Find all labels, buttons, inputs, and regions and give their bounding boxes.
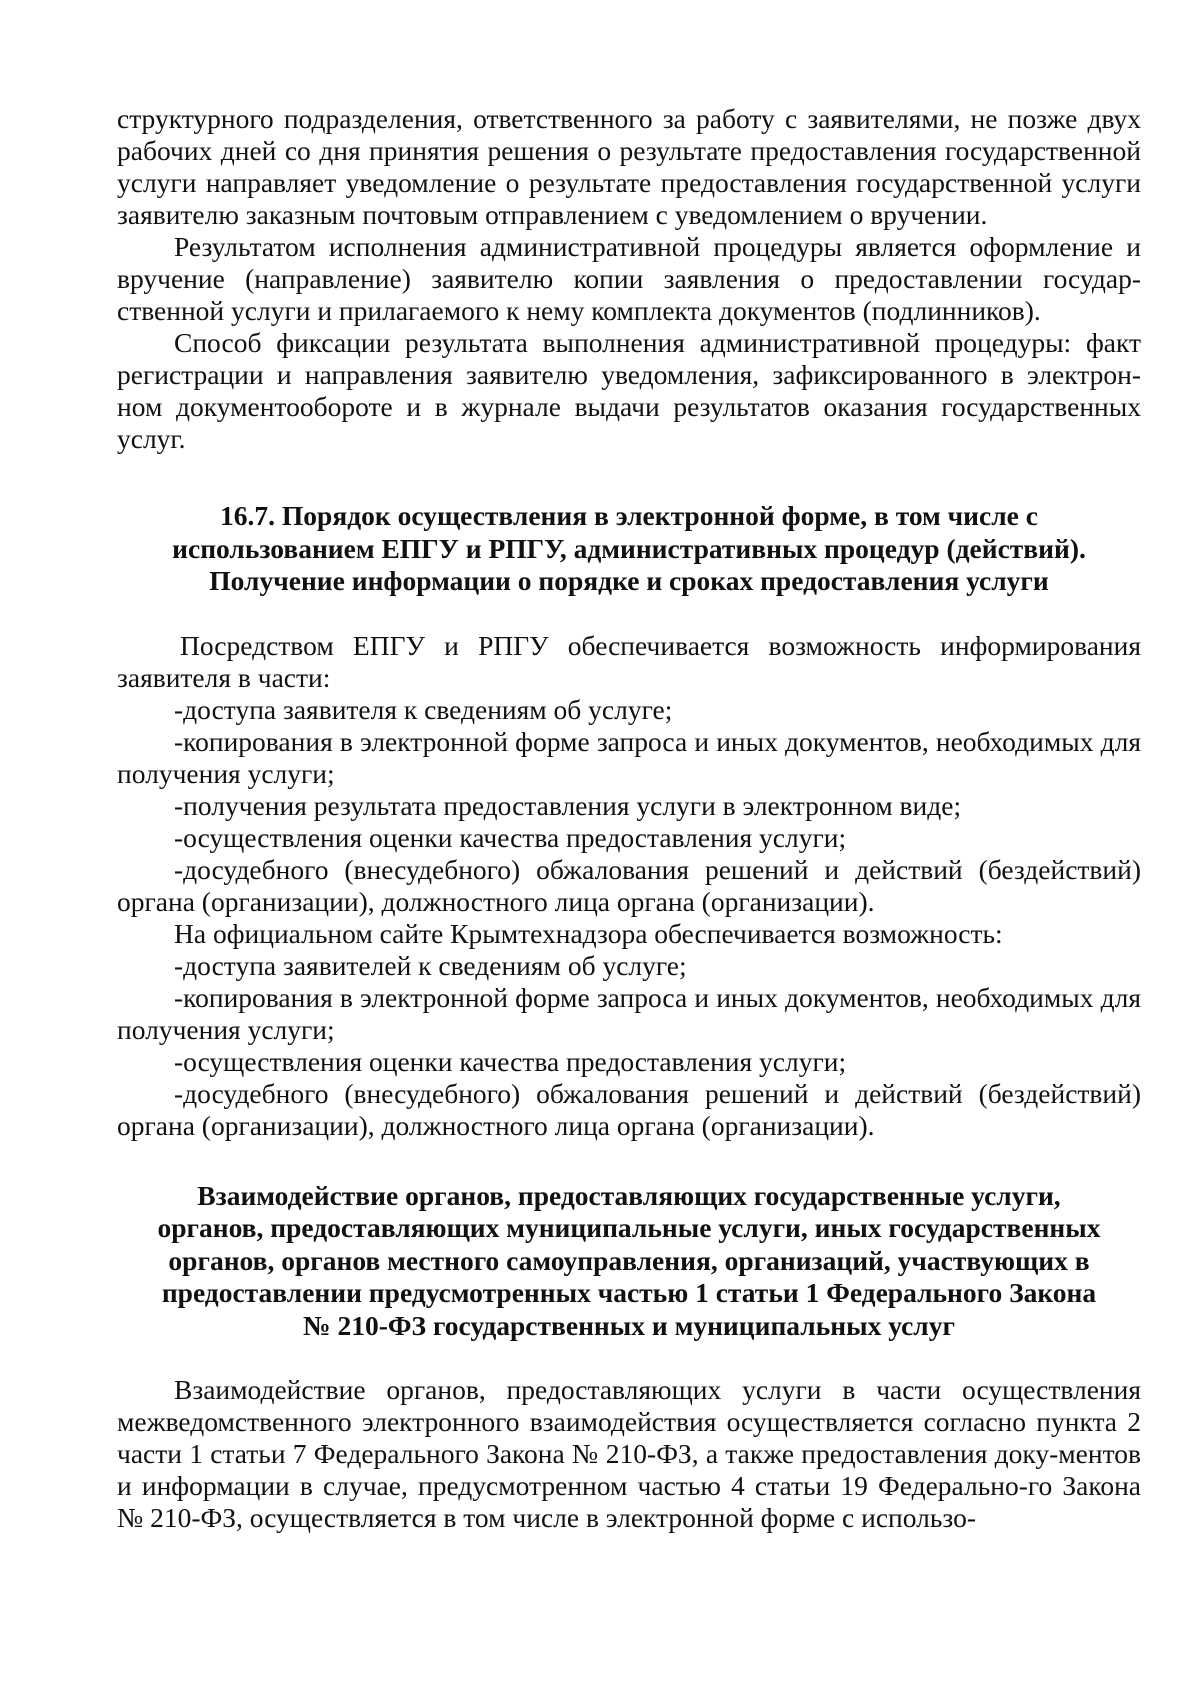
list-item: -досудебного (внесудебного) обжалования решений и действий (бездействий) органа (организации), должностного лица органа (организации). bbox=[117, 1077, 1141, 1141]
paragraph-epgu-intro: Посредством ЕПГУ и РПГУ обеспечивается возможность информирования заявителя в части: bbox=[117, 629, 1141, 693]
document-page bbox=[117, 103, 1141, 1534]
heading-line: 16.7. Порядок осуществления в электронной форме, в том числе с bbox=[220, 500, 1038, 531]
heading-line: органов, предоставляющих муниципальные услуги, иных государственных bbox=[157, 1212, 1101, 1243]
list-item: -досудебного (внесудебного) обжалования решений и действий (бездействий) органа (организации), должностного лица органа (организации). bbox=[117, 853, 1141, 917]
section-heading-16-7 bbox=[117, 500, 1141, 598]
list-item: -получения результата предоставления услуги в электронном виде; bbox=[174, 789, 962, 821]
heading-line: органов, органов местного самоуправления, организаций, участвующих в bbox=[168, 1244, 1090, 1276]
heading-line: использованием ЕПГУ и РПГУ, административных процедур (действий). bbox=[172, 532, 1086, 564]
heading-line: № 210-ФЗ государственных и муниципальных услуг bbox=[303, 1309, 955, 1341]
paragraph-site-intro: На официальном сайте Крымтехнадзора обеспечивается возможность: bbox=[174, 917, 1003, 949]
paragraph-interaction: Взаимодействие органов, предоставляющих услуги в части осуществления межведомственного электронного взаимодействия осуществляется согласно пункта 2 части 1 статьи 7 Федерального Закона № 210-ФЗ, а также предоставления доку-ментов и информации в случае, предусмотренном частью 4 статьи 19 Федерально-го Закона № 210-ФЗ, осуществляется в том числе в электронной форме с использо- bbox=[117, 1374, 1141, 1533]
paragraph-continuation: структурного подразделения, ответственного за работу с заявителями, не позже двух рабочих дней со дня принятия решения о результате предоставления государственной услуги направляет уведомление о результате предоставления государственной услуги заявителю заказным почтовым отправлением с уведомлением о вручении. bbox=[117, 103, 1141, 230]
section-heading-interaction bbox=[117, 1180, 1141, 1343]
paragraph-fixation: Способ фиксации результата выполнения административной процедуры: факт регистрации и направления заявителю уведомления, зафиксированного в электрон-ном документообороте и в журнале выдачи результатов оказания государственных услуг. bbox=[117, 327, 1141, 454]
heading-line: предоставлении предусмотренных частью 1 статьи 1 Федерального Закона bbox=[161, 1277, 1097, 1308]
list-item: -копирования в электронной форме запроса и иных документов, необходимых для получения услуги; bbox=[117, 725, 1141, 789]
list-item: -осуществления оценки качества предоставления услуги; bbox=[174, 1045, 847, 1077]
list-item: -доступа заявителя к сведениям об услуге; bbox=[174, 693, 673, 725]
heading-line: Получение информации о порядке и сроках предоставления услуги bbox=[209, 565, 1049, 596]
list-item: -осуществления оценки качества предоставления услуги; bbox=[174, 821, 847, 853]
list-item: -доступа заявителей к сведениям об услуге; bbox=[174, 949, 687, 981]
heading-line: Взаимодействие органов, предоставляющих государственные услуги, bbox=[197, 1179, 1061, 1211]
list-item: -копирования в электронной форме запроса и иных документов, необходимых для получения услуги; bbox=[117, 981, 1141, 1045]
paragraph-result: Результатом исполнения административной процедуры является оформление и вручение (направление) заявителю копии заявления о предоставлении государ-ственной услуги и прилагаемого к нему комплекта документов (подлинников). bbox=[117, 231, 1141, 326]
